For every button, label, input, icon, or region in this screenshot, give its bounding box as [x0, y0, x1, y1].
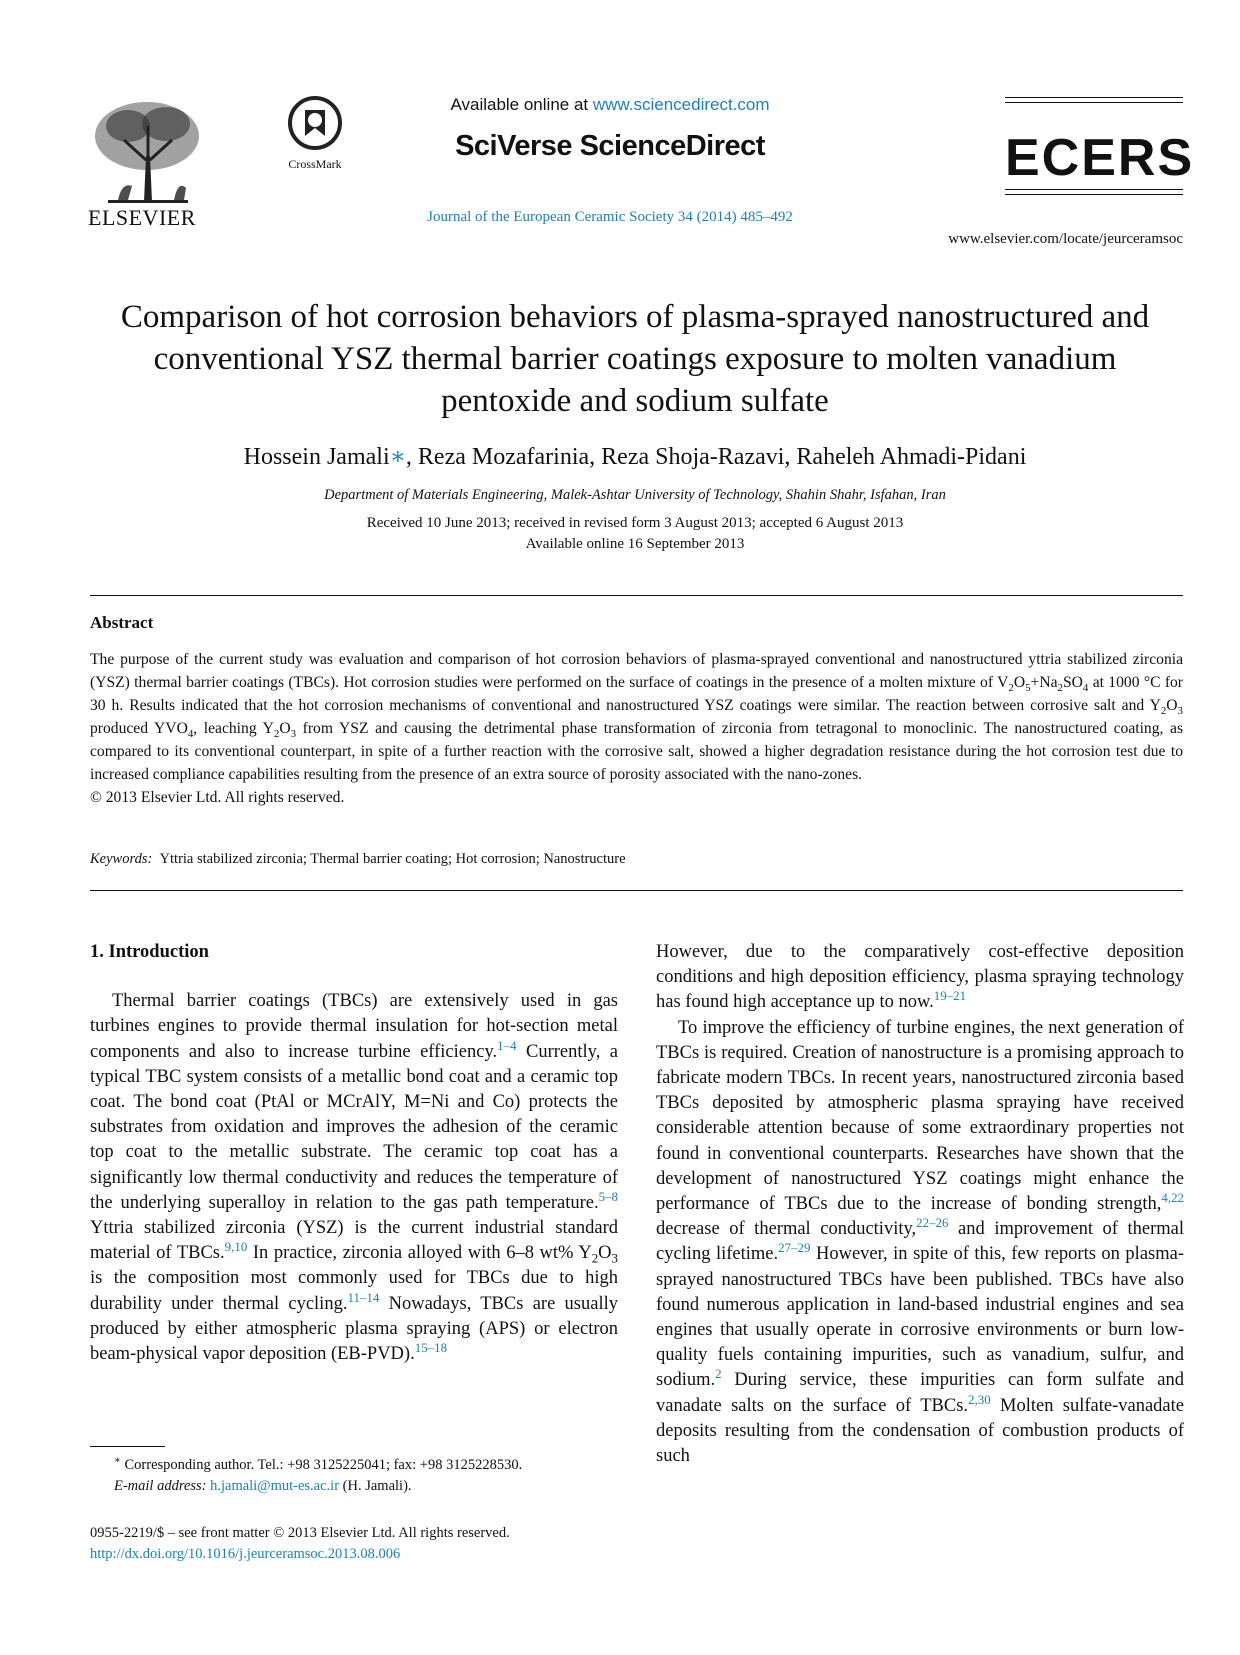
- email-label: E-mail address:: [114, 1478, 207, 1494]
- paragraph: Thermal barrier coatings (TBCs) are extensively used in gas turbines engines to provide thermal insulation for hot-section metal components and also to increase turbine efficiency.$^{1-4}$ Currently, a typical TBC system consists of a metallic bond coat and a ceramic top coat. The bond coat (PtAl or MCrAlY, M=Ni and Co) protects the substrates from oxidation and improves the adhesion of the ceramic top coat to the metallic substrate. The ceramic top coat has a significantly low thermal conductivity and reduces the temperature of the underlying superalloy in relation to the gas path temperature.$^{5-8}$ Yttria stabilized zirconia (YSZ) is the current industrial standard material of TBCs.$^{9,10}$ In practice, zirconia alloyed with 6–8 wt% $Y_2O_3$ is the composition most commonly used for TBCs due to high durability under thermal cycling.$^{11-14}$ Nowadays, TBCs are usually produced by either atmospheric plasma spraying (APS) or electron beam-physical vapor deposition (EB-PVD).$^{15-18}$: [90, 991, 619, 1365]
- column-left: [90, 940, 618, 1367]
- author-list: [85, 442, 1185, 471]
- section-heading: 1. Introduction: [90, 942, 209, 962]
- abstract-text: , leaching: [193, 720, 263, 737]
- citation[interactable]: 4,22: [1161, 1189, 1184, 1205]
- front-matter: [90, 1523, 690, 1565]
- paragraph: To improve the efficiency of turbine engines, the next generation of TBCs is required. Creation of nanostructure is a promising approach to fabricate modern TBCs. In recent years, nanostructured zirconia based TBCs deposited by atmospheric plasma spraying have received considerable attention because of some extraordinary properties not found in conventional counterparts. Researches have shown that the development of nanostructured YSZ coatings might enhance the performance of TBCs due to the increase of bonding strength,$^{4,22}$ decrease of thermal conductivity,$^{22-26}$ and improvement of thermal cycling lifetime.$^{27-29}$ However, in spite of this, few reports on plasma-sprayed nanostructured TBCs have been published. TBCs have also found numerous application in land-based industrial engines and sea engines that usually operate in corrosive environments or burn low-quality fuels containing impurities, such as vanadium, sulfur, and sodium.$^2$ During service, these impurities can form sulfate and vanadate salts on the surface of TBCs.$^{2,30}$ Molten sulfate-vanadate deposits resulting from the condensation of combustion products of such: [656, 1017, 1184, 1467]
- divider: [90, 890, 1183, 891]
- footnote: [90, 1455, 618, 1497]
- available-online: [400, 95, 820, 115]
- logo-rule: [1005, 97, 1183, 98]
- keywords-label: Keywords:: [90, 851, 153, 867]
- citation[interactable]: 19–21: [933, 988, 967, 1004]
- logo-rule: [1005, 102, 1183, 103]
- citation[interactable]: 2: [715, 1366, 722, 1382]
- footnote-contact: Corresponding author. Tel.: +98 3125225041; fax: +98 3125228530.: [120, 1457, 523, 1473]
- abstract-text: from YSZ and causing the detrimental phase transformation of zirconia from tetragonal to monoclinic. The nanostructured coating, as compared to its conventional counterpart, in spite of a further reaction with the corrosive salt, showed a higher degradation resistance during the hot corrosion test due to increased compliance capabilities resulting from the presence of an extra source of porosity associated with the nano-zones.: [90, 720, 1184, 783]
- footnote-mark: ∗: [114, 1455, 121, 1467]
- ecers-logo: ECERS: [1005, 129, 1195, 187]
- available-online-date: Available online 16 September 2013: [525, 536, 745, 552]
- sciencedirect-link[interactable]: www.sciencedirect.com: [592, 95, 770, 114]
- issn-line: 0955-2219/$ – see front matter © 2013 Elsevier Ltd. All rights reserved.: [90, 1525, 510, 1541]
- email-link[interactable]: h.jamali@mut-es.ac.ir: [210, 1478, 340, 1494]
- publisher-name: ELSEVIER: [88, 205, 196, 230]
- footnote-rule: [90, 1446, 165, 1447]
- column-right: [656, 940, 1184, 1469]
- keywords-list: Yttria stabilized zirconia; Thermal barrier coating; Hot corrosion; Nanostructure: [159, 851, 626, 867]
- abstract-text: The purpose of the current study was evaluation and comparison of hot corrosion behaviors of plasma-sprayed conventional and nanostructured yttria stabilized zirconia (YSZ) thermal barrier coatings (TBCs). Hot corrosion studies were performed on the surface of coatings in the presence of a molten mixture of: [90, 651, 1183, 691]
- available-prefix: Available online at: [450, 95, 593, 114]
- citation[interactable]: 5–8: [598, 1188, 618, 1204]
- abstract-heading: Abstract: [90, 613, 154, 632]
- citation[interactable]: 9,10: [224, 1239, 248, 1255]
- citation[interactable]: 27–29: [778, 1240, 811, 1256]
- affiliation: Department of Materials Engineering, Malek-Ashtar University of Technology, Shahin Shahr, Isfahan, Iran: [324, 487, 946, 503]
- paragraph: However, due to the comparatively cost-effective deposition conditions and high deposition efficiency, plasma spraying technology has found high acceptance up to now.$^{19-21}$: [656, 942, 1184, 1013]
- logo-rule: [1005, 194, 1183, 195]
- citation[interactable]: 2,30: [968, 1391, 991, 1407]
- citation[interactable]: 15–18: [414, 1339, 448, 1355]
- article-title: Comparison of hot corrosion behaviors of plasma-sprayed nanostructured and conventional YSZ thermal barrier coatings exposure to molten vanadium pentoxide and sodium sulfate: [120, 299, 1150, 419]
- author-first: Hossein Jamali: [243, 444, 390, 470]
- journal-url[interactable]: www.elsevier.com/locate/jeurceramsoc: [948, 231, 1183, 247]
- crossmark-badge[interactable]: [280, 96, 350, 172]
- doi-link[interactable]: http://dx.doi.org/10.1016/j.jeurceramsoc.2013.08.006: [90, 1546, 401, 1562]
- email-suffix: (H. Jamali).: [339, 1478, 412, 1494]
- journal-citation[interactable]: Journal of the European Ceramic Society 34 (2014) 485–492: [427, 209, 793, 225]
- logo-rule: [1005, 189, 1183, 190]
- author-rest: , Reza Mozafarinia, Reza Shoja-Razavi, Raheleh Ahmadi-Pidani: [405, 444, 1027, 470]
- platform-name: SciVerse ScienceDirect: [455, 130, 765, 162]
- keywords: [90, 851, 1183, 868]
- citation[interactable]: 22–26: [916, 1215, 949, 1231]
- crossmark-icon: [288, 96, 342, 150]
- divider: [90, 595, 1183, 596]
- copyright: © 2013 Elsevier Ltd. All rights reserved.: [90, 789, 345, 806]
- citation[interactable]: 11–14: [347, 1289, 380, 1305]
- abstract-body: The purpose of the current study was evaluation and comparison of hot corrosion behaviors of plasma-sprayed conventional and nanostructured yttria stabilized zirconia (YSZ) thermal barrier coatings (TBCs). Hot corrosion studies were performed on the surface of coatings in the presence of a molten mixture of $V_2O_5+Na_2SO_4$ at 1000 °C for 30 h. Results indicated that the hot corrosion mechanisms of conventional and nanostructured YSZ coatings were similar. The reaction between corrosive salt and $Y_2O_3$ produced $YVO_4$, leaching $Y_2O_3$ from YSZ and causing the detrimental phase transformation of zirconia from tetragonal to monoclinic. The nanostructured coating, as compared to its conventional counterpart, in spite of a further reaction with the corrosive salt, showed a higher degradation resistance during the hot corrosion test due to increased compliance capabilities resulting from the presence of an extra source of porosity associated with the nano-zones. © 2013 Elsevier Ltd. All rights reserved.: [90, 648, 1183, 809]
- abstract-text: produced: [90, 720, 155, 737]
- corresponding-author-mark[interactable]: ∗: [389, 444, 406, 470]
- received-dates: Received 10 June 2013; received in revised form 3 August 2013; accepted 6 August 2013: [366, 515, 904, 531]
- crossmark-label: CrossMark: [288, 157, 342, 171]
- article-dates: [85, 513, 1185, 555]
- citation[interactable]: 1–4: [497, 1037, 517, 1053]
- abstract-text: at 1000 °C for 30 h. Results indicated that the hot corrosion mechanisms of conventional and nanostructured YSZ coatings were similar. The reaction between corrosive salt and: [90, 674, 1183, 714]
